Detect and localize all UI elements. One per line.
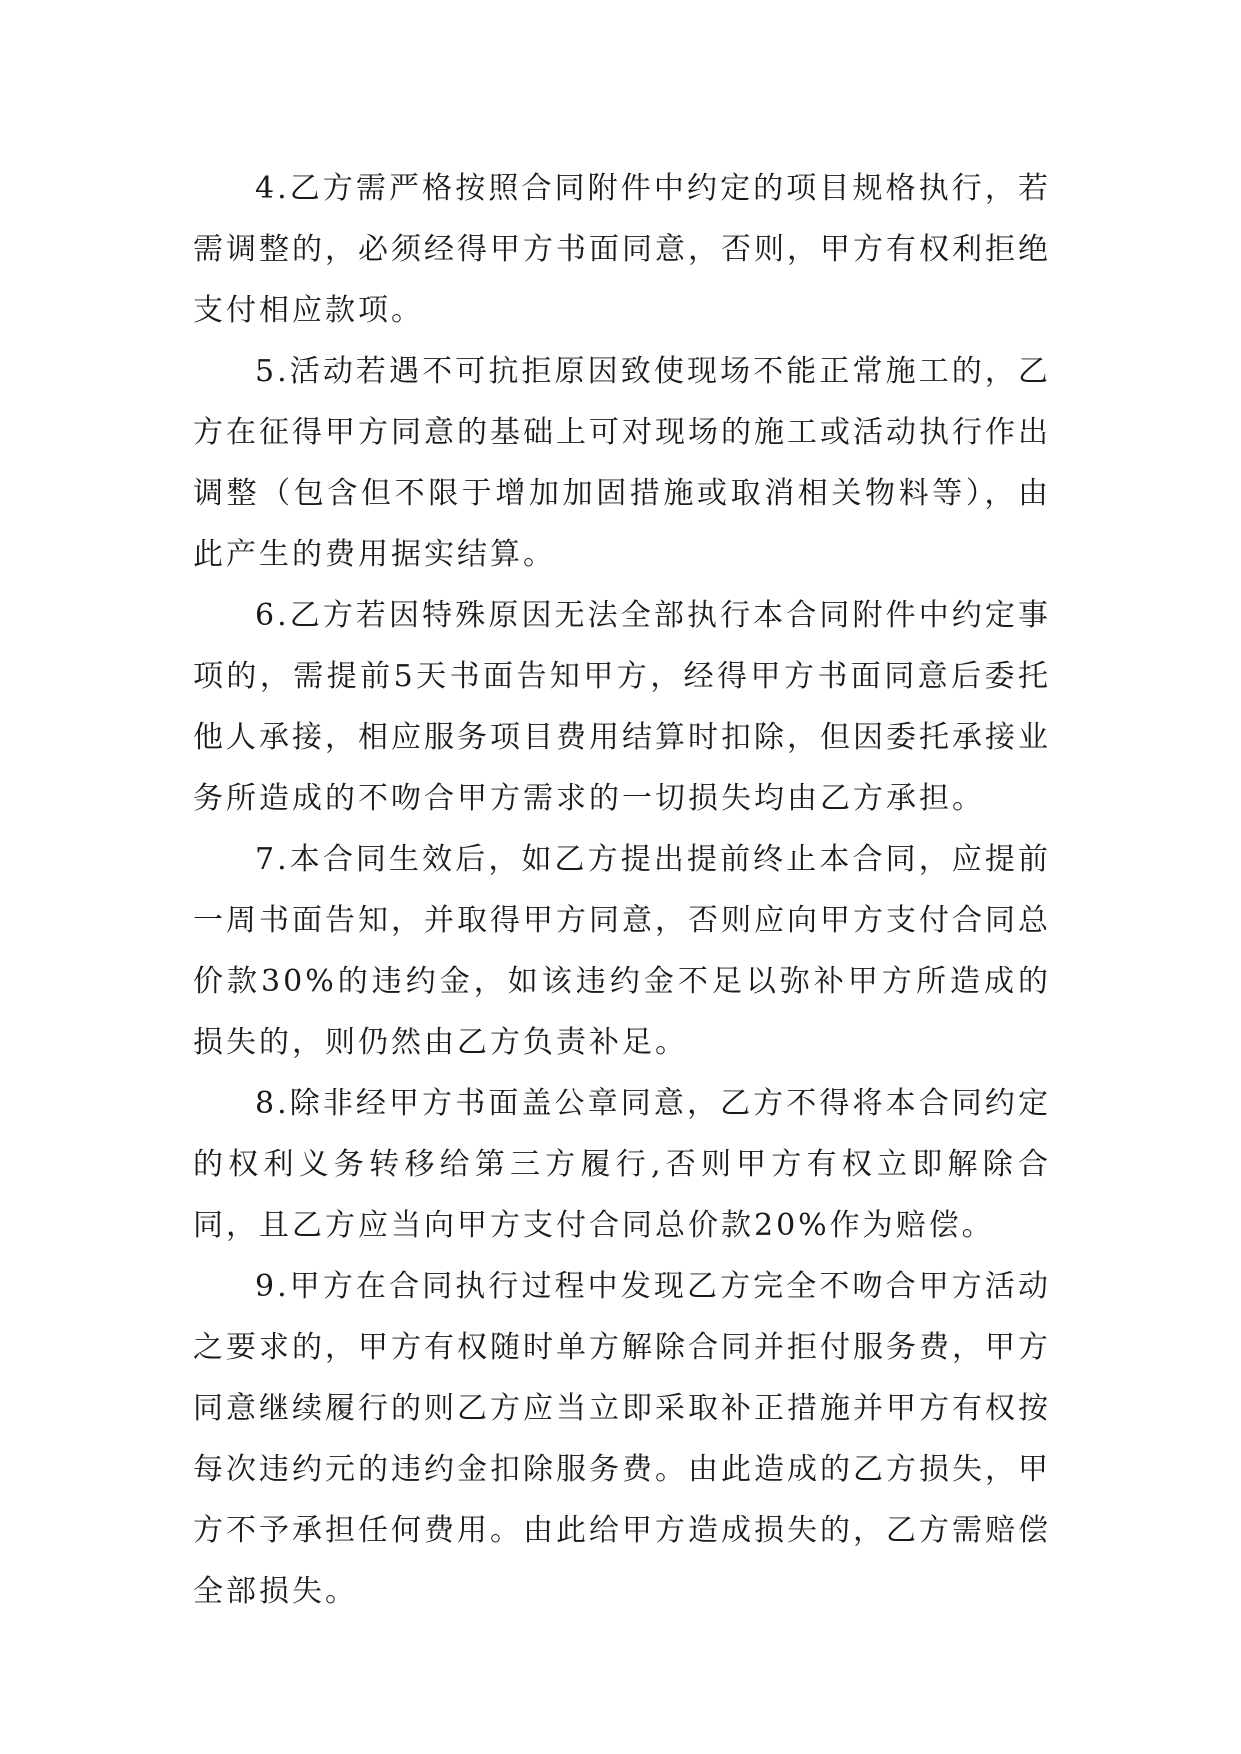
clause-6: 6.乙方若因特殊原因无法全部执行本合同附件中约定事项的，需提前5天书面告知甲方，经得甲方书面同意后委托他人承接，相应服务项目费用结算时扣除，但因委托承接业务所造成的不吻合甲方需求的一切损失均由乙方承担。 bbox=[193, 598, 1051, 816]
document-body bbox=[193, 158, 1051, 1622]
clause-5: 5.活动若遇不可抗拒原因致使现场不能正常施工的，乙方在征得甲方同意的基础上可对现场的施工或活动执行作出调整（包含但不限于增加加固措施或取消相关物料等），由此产生的费用据实结算。 bbox=[193, 354, 1051, 572]
clause-7: 7.本合同生效后，如乙方提出提前终止本合同，应提前一周书面告知，并取得甲方同意，否则应向甲方支付合同总价款30%的违约金，如该违约金不足以弥补甲方所造成的损失的，则仍然由乙方负责补足。 bbox=[193, 842, 1051, 1060]
clause-4: 4.乙方需严格按照合同附件中约定的项目规格执行，若需调整的，必须经得甲方书面同意，否则，甲方有权利拒绝支付相应款项。 bbox=[193, 171, 1051, 328]
clause-8: 8.除非经甲方书面盖公章同意，乙方不得将本合同约定的权利义务转移给第三方履行,否则甲方有权立即解除合同，且乙方应当向甲方支付合同总价款20%作为赔偿。 bbox=[193, 1086, 1051, 1243]
clause-9: 9.甲方在合同执行过程中发现乙方完全不吻合甲方活动之要求的，甲方有权随时单方解除合同并拒付服务费，甲方同意继续履行的则乙方应当立即采取补正措施并甲方有权按每次违约元的违约金扣除服务费。由此造成的乙方损失，甲方不予承担任何费用。由此给甲方造成损失的，乙方需赔偿全部损失。 bbox=[193, 1269, 1051, 1609]
